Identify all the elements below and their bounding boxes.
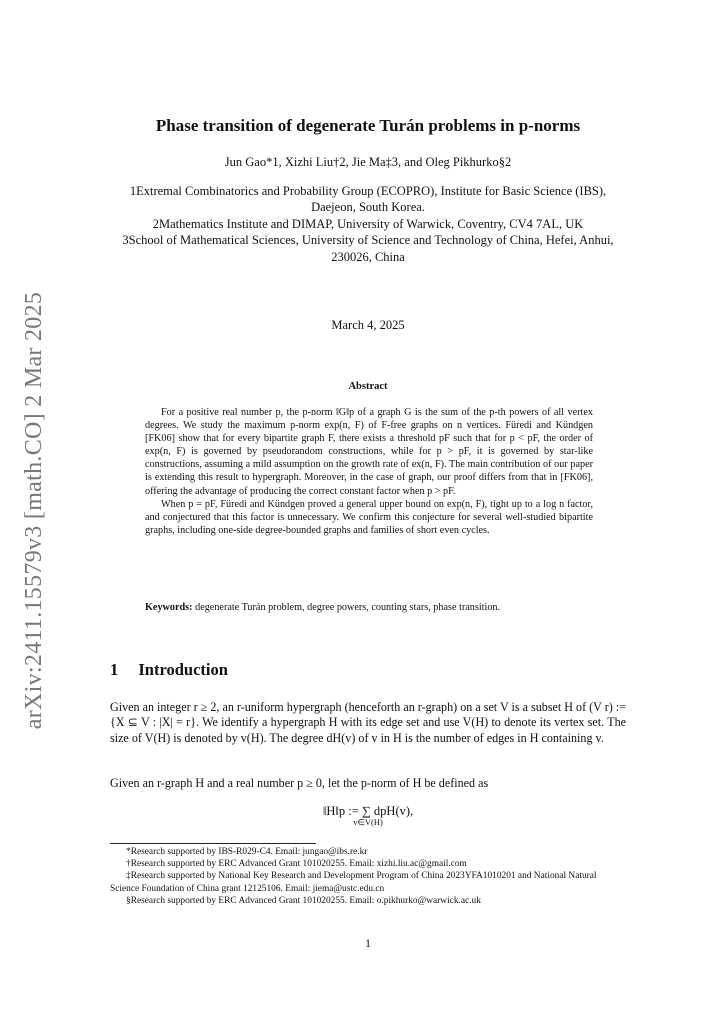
arxiv-sidebar-stamp bbox=[18, 260, 52, 760]
keywords-label: Keywords: bbox=[145, 602, 193, 613]
section-number: 1 bbox=[110, 660, 119, 679]
footnote-rule bbox=[110, 843, 316, 844]
body-paragraph-1: Given an integer r ≥ 2, an r-uniform hypergraph (henceforth an r-graph) on a set V is a subset H of (V r) := {X ⊆ V : |X| = r}. We identify a hypergraph H with its edge set and use V(H) to denote its vertex set. The size of V(H) is denoted by v(H). The degree dH(v) of v in H is the number of edges in H containing v. bbox=[110, 700, 626, 745]
footnote-4: §Research supported by ERC Advanced Grant 101020255. Email: o.pikhurko@warwick.ac.uk bbox=[126, 895, 481, 906]
abstract-paragraph-1: For a positive real number p, the p-norm ‖G‖p of a graph G is the sum of the p-th powers of all vertex degrees. We study the maximum p-norm exp(n, F) of F-free graphs on n vertices. Füredi and Kündgen [FK06] show that for every bipartite graph F, there exists a threshold pF such that for p < pF, the order of exp(n, F) is governed by pseudorandom constructions, while for p > pF, it is governed by star-like constructions, assuming a mild assumption on the growth rate of ex(n, F). The main contribution of our paper is extending this result to hypergraph. Moreover, in the case of graph, our proof differs from that in [FK06], offering the advantage of producing the correct constant factor when p > pF. bbox=[145, 407, 593, 497]
section-title: Introduction bbox=[138, 660, 228, 679]
paper-date: March 4, 2025 bbox=[331, 318, 405, 332]
arxiv-id: arXiv:2411.15579v3 [math.CO] 2 Mar 2025 bbox=[21, 291, 48, 729]
affiliations bbox=[110, 183, 626, 265]
affiliation-2: 2Mathematics Institute and DIMAP, University of Warwick, Coventry, CV4 7AL, UK bbox=[152, 216, 584, 231]
equation-main: ‖H‖p := ∑ dpH(v), bbox=[322, 804, 414, 818]
keywords bbox=[145, 601, 593, 614]
author-list: Jun Gao*1, Xizhi Liu†2, Jie Ma‡3, and Oleg Pikhurko§2 bbox=[224, 155, 512, 169]
section-heading bbox=[110, 660, 228, 680]
abstract-heading: Abstract bbox=[348, 381, 388, 392]
display-equation bbox=[110, 804, 626, 828]
affiliation-3: 3School of Mathematical Sciences, University of Science and Technology of China, Hefei, Anhui, 230026, China bbox=[122, 233, 614, 264]
abstract-body bbox=[145, 406, 593, 537]
footnotes bbox=[110, 846, 626, 907]
equation-subscript: v∈V(H) bbox=[353, 817, 383, 827]
abstract-paragraph-2: When p = pF, Füredi and Kündgen proved a general upper bound on exp(n, F), tight up to a log n factor, and conjectured that this factor is unnecessary. We confirm this conjecture for several well-studied bipartite graphs, including one-side degree-bounded graphs and families of short even cycles. bbox=[145, 498, 593, 536]
body-paragraph-2: Given an r-graph H and a real number p ≥ 0, let the p-norm of H be defined as bbox=[110, 776, 489, 790]
paper-title: Phase transition of degenerate Turán problems in p-norms bbox=[155, 116, 581, 135]
page-number: 1 bbox=[365, 936, 371, 950]
footnote-2: †Research supported by ERC Advanced Grant 101020255. Email: xizhi.liu.ac@gmail.com bbox=[126, 859, 467, 870]
affiliation-1: 1Extremal Combinatorics and Probability Group (ECOPRO), Institute for Basic Science (IBS), Daejeon, South Korea. bbox=[129, 184, 607, 215]
footnote-1: *Research supported by IBS-R029-C4. Email: jungao@ibs.re.kr bbox=[126, 847, 368, 857]
keywords-text: degenerate Turán problem, degree powers, counting stars, phase transition. bbox=[195, 602, 501, 613]
footnote-3: ‡Research supported by National Key Research and Development Program of China 2023YFA1010201 and National Natural Science Foundation of China grant 12125106. Email: jiema@ustc.edu.cn bbox=[110, 871, 597, 894]
